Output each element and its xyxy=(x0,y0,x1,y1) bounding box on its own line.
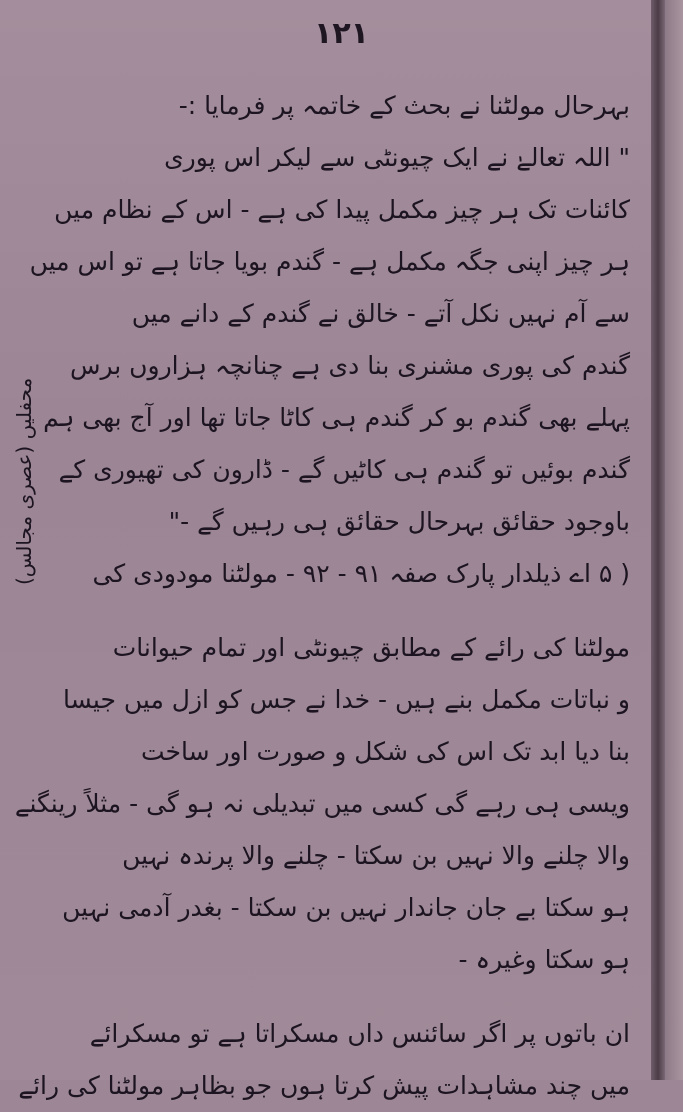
text-line: ان باتوں پر اگر سائنس داں مسکراتا ہے تو مسکرائے xyxy=(89,1019,630,1048)
book-spine-shadow xyxy=(651,0,665,1080)
text-line: کائنات تک ہر چیز مکمل پیدا کی ہے - اس کے نظام میں xyxy=(54,195,630,224)
book-page-edge xyxy=(665,0,683,1080)
page-number: ۱۲۱ xyxy=(314,16,369,51)
text-line: میں چند مشاہدات پیش کرتا ہوں جو بظاہر مولٹنا کی رائے xyxy=(18,1071,630,1100)
text-line: و نباتات مکمل بنے ہیں - خدا نے جس کو ازل میں جیسا xyxy=(63,685,630,714)
citation-line: ( ۵ اے ذیلدار پارک صفہ ۹۱ - ۹۲ - مولٹنا مودودی کی xyxy=(92,559,630,588)
text-line: ویسی ہی رہے گی کسی میں تبدیلی نہ ہو گی - مثلاً رینگنے xyxy=(14,789,630,818)
text-line: بنا دیا ابد تک اس کی شکل و صورت اور ساخت xyxy=(140,737,630,766)
text-line: والا چلنے والا نہیں بن سکتا - چلنے والا پرندہ نہیں xyxy=(122,841,630,870)
margin-note: محفلیں (عصری مجالس) xyxy=(12,378,36,586)
text-line: " اللہ تعالےٰ نے ایک چیونٹی سے لیکر اس پوری xyxy=(164,143,630,172)
text-line: ہر چیز اپنی جگہ مکمل ہے - گندم بویا جاتا ہے تو اس میں xyxy=(29,247,630,276)
text-line: گندم بوئیں تو گندم ہی کاٹیں گے - ڈارون کی تھیوری کے xyxy=(58,455,630,484)
text-line: بہرحال مولٹنا نے بحث کے خاتمہ پر فرمایا :- xyxy=(178,91,630,120)
text-line: مولٹنا کی رائے کے مطابق چیونٹی اور تمام حیوانات xyxy=(112,633,630,662)
text-line: ہو سکتا بے جان جاندار نہیں بن سکتا - بغدر آدمی نہیں xyxy=(62,893,630,922)
text-line: سے آم نہیں نکل آتے - خالق نے گندم کے دانے میں xyxy=(131,299,630,328)
text-line: پہلے بھی گندم بو کر گندم ہی کاٹا جاتا تھا اور آج بھی ہم xyxy=(43,403,630,432)
text-line: باوجود حقائق بہرحال حقائق ہی رہیں گے -" xyxy=(168,507,630,536)
text-line: ہو سکتا وغیرہ - xyxy=(458,945,630,974)
text-line: گندم کی پوری مشنری بنا دی ہے چنانچہ ہزاروں برس xyxy=(69,351,630,380)
